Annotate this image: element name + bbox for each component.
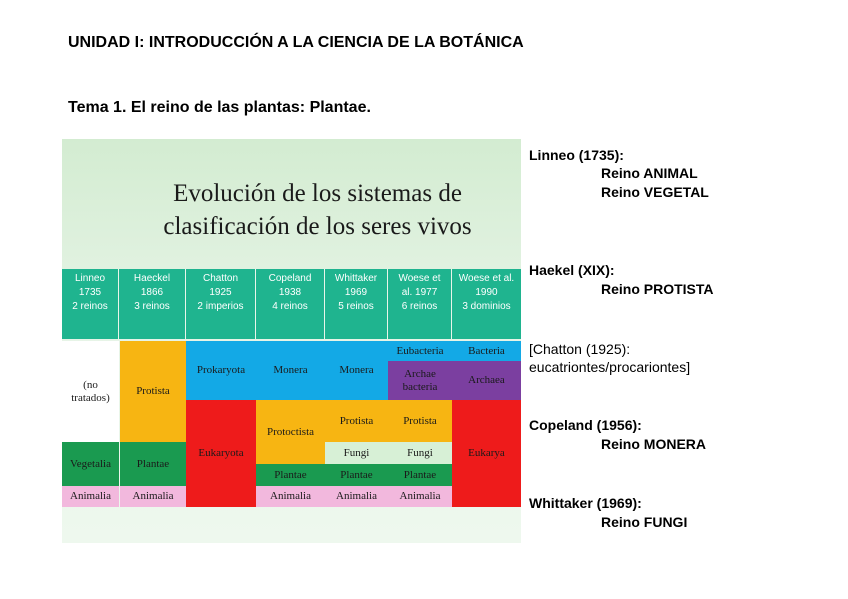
note-whittaker-fungi: Reino FUNGI: [601, 514, 688, 530]
header-year: 1735: [78, 287, 102, 298]
figure-title-line1: Evolución de los sistemas de: [173, 180, 462, 207]
cell-no-tratados: [62, 341, 119, 442]
header-count: 4 reinos: [272, 301, 308, 312]
note-chatton-line2: eucatriontes/procariontes]: [529, 359, 691, 375]
cell-text: tratados): [71, 391, 110, 404]
cell-plantae-copeland: Plantae: [256, 464, 325, 486]
cell-animalia-woese: Animalia: [388, 486, 452, 507]
cell-animalia-haeckel: Animalia: [120, 486, 186, 507]
note-haekel-protista: Reino PROTISTA: [601, 281, 714, 297]
header-whittaker: [325, 269, 388, 339]
cell-plantae-woese: Plantae: [388, 464, 452, 486]
header-author: Chatton: [202, 273, 239, 284]
header-year: 1990: [475, 287, 498, 298]
cell-protoctista: Protoctista: [256, 400, 325, 464]
header-author: Copeland: [268, 273, 312, 284]
cell-eukaryota: Eukaryota: [186, 400, 256, 507]
header-count: 3 dominios: [462, 301, 511, 312]
cell-eukarya: Eukarya: [452, 400, 521, 507]
figure-title-line2: clasificación de los seres vivos: [163, 213, 472, 240]
cell-prokaryota: Prokaryota: [186, 341, 256, 400]
cell-protista-whittaker: Protista: [325, 400, 388, 442]
cell-archaebacteria: [388, 361, 452, 400]
cell-bacteria: Bacteria: [452, 341, 521, 361]
header-count: 2 reinos: [72, 301, 108, 312]
cell-animalia-linneo: Animalia: [62, 486, 119, 507]
header-year: al. 1977: [401, 287, 438, 298]
header-woese-1990: [452, 269, 521, 339]
header-year: 1866: [140, 287, 164, 298]
cell-animalia-copeland: Animalia: [256, 486, 325, 507]
cell-monera-whittaker: Monera: [325, 341, 388, 400]
topic-heading: Tema 1. El reino de las plantas: Plantae.: [68, 99, 371, 116]
note-whittaker-title: Whittaker (1969):: [529, 495, 642, 511]
cell-fungi-woese: Fungi: [388, 442, 452, 464]
header-count: 6 reinos: [401, 301, 438, 312]
cell-archaea: Archaea: [452, 361, 521, 400]
cell-protista-woese: Protista: [388, 400, 452, 442]
header-author: Linneo: [74, 273, 106, 284]
cell-text: Archae: [404, 367, 436, 380]
note-chatton-line1: [Chatton (1925):: [529, 341, 631, 357]
header-author: Woese et: [398, 273, 441, 284]
header-count: 5 reinos: [338, 301, 374, 312]
header-linneo: [62, 269, 119, 339]
cell-plantae-haeckel: Plantae: [120, 442, 186, 486]
header-year: 1925: [209, 287, 232, 298]
cell-fungi-whittaker: Fungi: [325, 442, 388, 464]
classification-figure: [62, 139, 521, 543]
cell-monera-copeland: Monera: [256, 341, 325, 400]
cell-text: bacteria: [402, 380, 438, 393]
header-chatton: [186, 269, 256, 339]
header-author: Whittaker: [334, 273, 378, 284]
note-copeland-monera: Reino MONERA: [601, 436, 706, 452]
header-year: 1938: [278, 287, 302, 298]
cell-eubacteria: Eubacteria: [388, 341, 452, 361]
cell-animalia-whittaker: Animalia: [325, 486, 388, 507]
cell-vegetalia: Vegetalia: [62, 442, 119, 486]
header-count: 2 imperios: [197, 301, 244, 312]
cell-text: (no: [83, 378, 98, 391]
header-year: 1969: [344, 287, 368, 298]
header-author: Haeckel: [133, 273, 171, 284]
note-copeland-title: Copeland (1956):: [529, 417, 642, 433]
header-author: Woese et al.: [458, 273, 515, 284]
header-haeckel: [119, 269, 186, 339]
note-linneo-animal: Reino ANIMAL: [601, 165, 698, 181]
header-woese-1977: [388, 269, 452, 339]
header-copeland: [256, 269, 325, 339]
note-linneo-vegetal: Reino VEGETAL: [601, 184, 709, 200]
cell-plantae-whittaker: Plantae: [325, 464, 388, 486]
note-haekel-title: Haekel (XIX):: [529, 262, 615, 278]
cell-protista-haeckel: Protista: [120, 341, 186, 442]
unit-heading: UNIDAD I: INTRODUCCIÓN A LA CIENCIA DE LA BOTÁNICA: [68, 34, 524, 51]
header-count: 3 reinos: [134, 301, 170, 312]
note-linneo-title: Linneo (1735):: [529, 147, 624, 163]
